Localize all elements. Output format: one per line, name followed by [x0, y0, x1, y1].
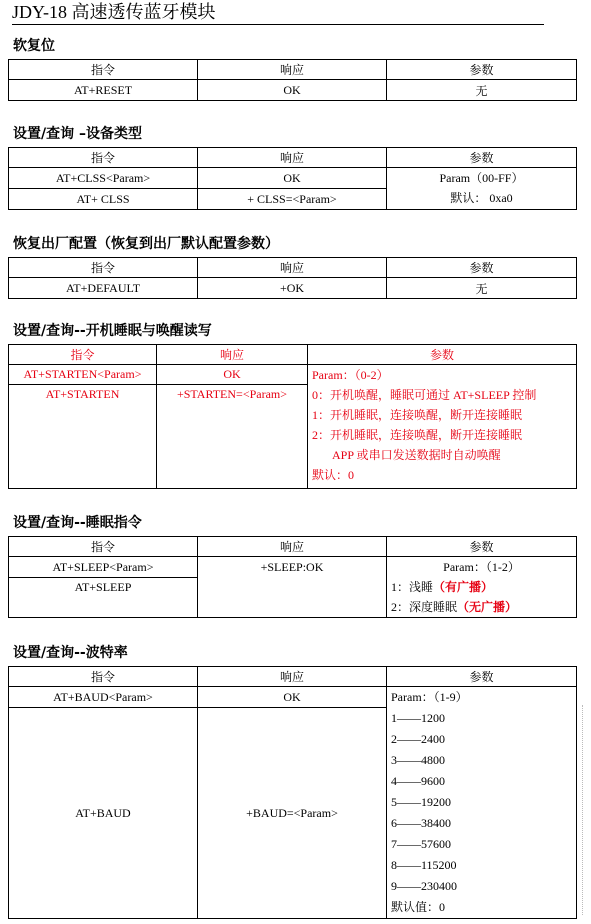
param-cell — [387, 557, 577, 618]
table-header-row — [9, 60, 577, 80]
cmd-cell: AT+CLSS<Param> — [9, 168, 198, 189]
page-edge-mark — [582, 705, 587, 915]
param-line: APP 或串口发送数据时自动唤醒 — [332, 448, 501, 462]
param-cell — [387, 168, 577, 210]
header-param: 参数 — [387, 148, 577, 168]
header-param: 参数 — [308, 345, 577, 365]
param-cell — [308, 365, 577, 489]
resp-cell: OK — [198, 168, 387, 189]
section-title-starten: 设置/查询--开机睡眠与唤醒读写 — [13, 323, 212, 339]
param-line — [387, 577, 576, 597]
table-row — [9, 168, 577, 189]
resp-cell: OK — [198, 687, 387, 708]
header-param: 参数 — [387, 667, 577, 687]
table-header-row — [9, 345, 577, 365]
table-row — [9, 557, 577, 578]
resp-cell: + CLSS=<Param> — [198, 189, 387, 210]
param-line: 2：开机睡眠，连接唤醒，断开连接睡眠 — [312, 428, 523, 442]
table-baud — [8, 666, 577, 919]
param-line: 0：开机唤醒，睡眠可通过 AT+SLEEP 控制 — [312, 388, 537, 402]
param-line: 1：开机睡眠，连接唤醒，断开连接睡眠 — [312, 408, 523, 422]
table-row — [9, 278, 577, 299]
cmd-cell: AT+ CLSS — [9, 189, 198, 210]
table-sleep — [8, 536, 577, 618]
param-line: 默认：0 — [312, 468, 355, 482]
cmd-cell: AT+BAUD — [9, 708, 198, 919]
table-row — [9, 80, 577, 101]
option-note: （有广播） — [433, 580, 494, 594]
cmd-cell: AT+SLEEP — [9, 578, 198, 618]
header-resp: 响应 — [198, 148, 387, 168]
resp-cell: OK — [198, 80, 387, 101]
page-title: JDY-18 高速透传蓝牙模块 — [12, 2, 544, 25]
param-line: Param：（1-9） — [391, 690, 468, 704]
section-title-reset: 软复位 — [13, 38, 55, 54]
header-cmd: 指令 — [9, 537, 198, 557]
param-line: 默认： 0xa0 — [450, 191, 513, 205]
table-row — [9, 365, 577, 385]
cmd-cell: AT+DEFAULT — [9, 278, 198, 299]
header-param: 参数 — [387, 60, 577, 80]
section-title-clss: 设置/查询 –设备类型 — [13, 126, 142, 142]
section-title-default: 恢复出厂配置（恢复到出厂默认配置参数） — [13, 236, 279, 252]
header-resp: 响应 — [157, 345, 308, 365]
param-line: 4——9600 — [391, 774, 445, 788]
cmd-cell: AT+STARTEN<Param> — [9, 365, 157, 385]
table-reset — [8, 59, 577, 101]
header-cmd: 指令 — [9, 667, 198, 687]
header-resp: 响应 — [198, 537, 387, 557]
param-cell — [387, 687, 577, 919]
param-line: 6——38400 — [391, 816, 451, 830]
param-line — [387, 597, 576, 617]
param-line: 1——1200 — [391, 711, 445, 725]
header-cmd: 指令 — [9, 258, 198, 278]
header-param: 参数 — [387, 537, 577, 557]
cmd-cell: AT+SLEEP<Param> — [9, 557, 198, 578]
table-row — [9, 687, 577, 708]
param-line: 3——4800 — [391, 753, 445, 767]
header-resp: 响应 — [198, 667, 387, 687]
section-title-sleep: 设置/查询--睡眠指令 — [13, 515, 142, 531]
header-resp: 响应 — [198, 60, 387, 80]
resp-cell: OK — [157, 365, 308, 385]
param-line: 5——19200 — [391, 795, 451, 809]
param-line: 8——115200 — [391, 858, 457, 872]
resp-cell: +STARTEN=<Param> — [157, 385, 308, 489]
param-line: 2——2400 — [391, 732, 445, 746]
option-label: 2：深度睡眠 — [391, 600, 458, 614]
table-default — [8, 257, 577, 299]
table-header-row — [9, 258, 577, 278]
param-cell: 无 — [387, 278, 577, 299]
header-cmd: 指令 — [9, 60, 198, 80]
table-starten — [8, 344, 577, 489]
table-header-row — [9, 667, 577, 687]
header-param: 参数 — [387, 258, 577, 278]
param-line: Param：（0-2） — [312, 368, 389, 382]
resp-cell: +BAUD=<Param> — [198, 708, 387, 919]
table-clss — [8, 147, 577, 210]
option-label: 1：浅睡 — [391, 580, 434, 594]
table-header-row — [9, 148, 577, 168]
param-line: 9——230400 — [391, 879, 457, 893]
option-note: （无广播） — [457, 600, 518, 614]
param-line: Param：（1-2） — [443, 560, 520, 574]
cmd-cell: AT+BAUD<Param> — [9, 687, 198, 708]
cmd-cell: AT+RESET — [9, 80, 198, 101]
table-header-row — [9, 537, 577, 557]
param-line: 默认值：0 — [391, 900, 446, 914]
header-cmd: 指令 — [9, 345, 157, 365]
header-cmd: 指令 — [9, 148, 198, 168]
resp-cell: +SLEEP:OK — [198, 557, 387, 618]
param-line: 7——57600 — [391, 837, 451, 851]
section-title-baud: 设置/查询--波特率 — [13, 645, 128, 661]
param-line: Param（00-FF） — [439, 171, 524, 185]
header-resp: 响应 — [198, 258, 387, 278]
param-cell: 无 — [387, 80, 577, 101]
resp-cell: +OK — [198, 278, 387, 299]
cmd-cell: AT+STARTEN — [9, 385, 157, 489]
